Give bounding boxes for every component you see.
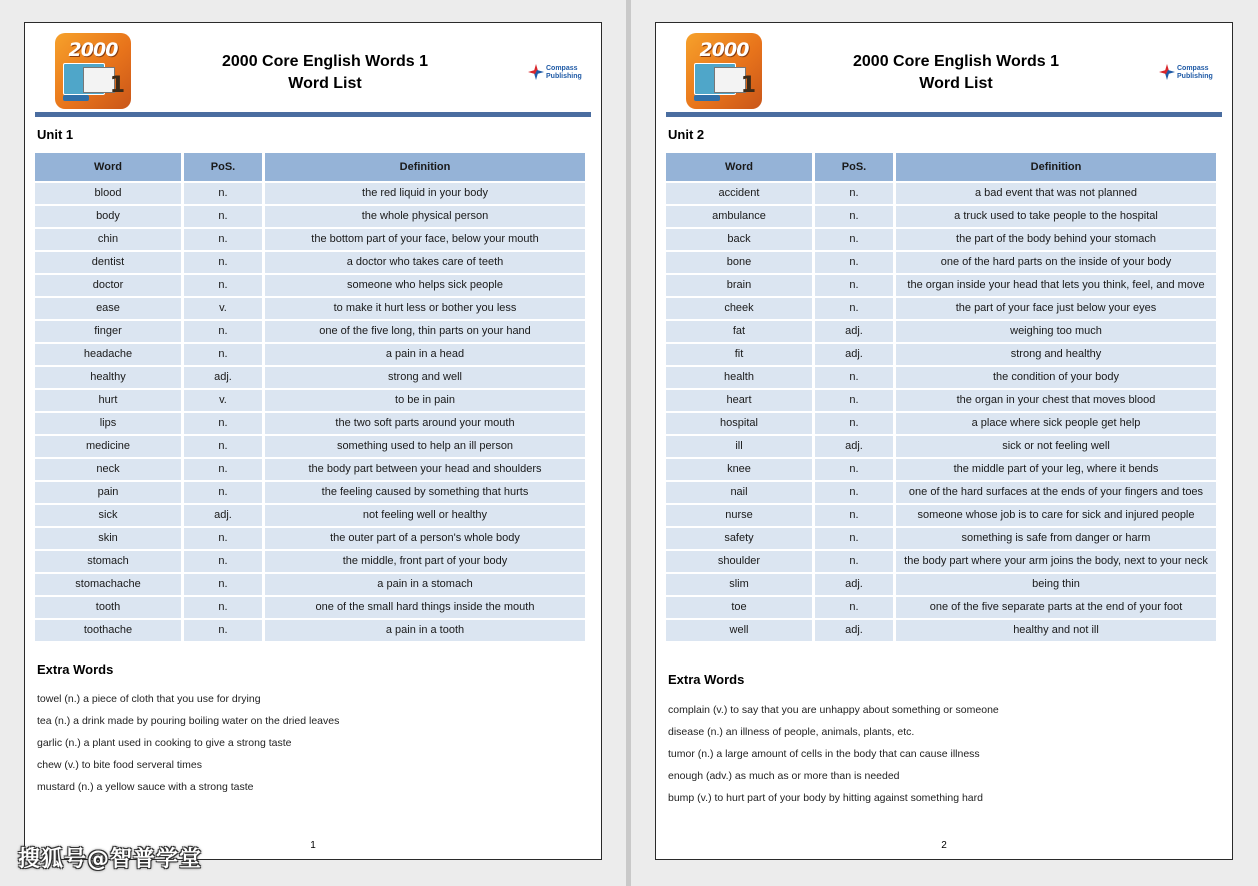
definition-cell: the part of your face just below your eyes <box>896 298 1216 319</box>
definition-cell: the feeling caused by something that hurts <box>265 482 585 503</box>
definition-cell: the body part between your head and shoulders <box>265 459 585 480</box>
extra-word-item: bump (v.) to hurt part of your body by hitting against something hard <box>668 792 983 804</box>
pos-cell: adj. <box>815 436 893 457</box>
pos-cell: n. <box>184 436 262 457</box>
extra-word-item: tea (n.) a drink made by pouring boiling water on the dried leaves <box>37 715 340 727</box>
word-cell: toothache <box>35 620 181 641</box>
column-header-pos: PoS. <box>815 153 893 181</box>
word-cell: doctor <box>35 275 181 296</box>
table-row <box>666 574 1216 595</box>
table-row <box>35 298 585 319</box>
pos-cell: n. <box>184 597 262 618</box>
extra-word-item: tumor (n.) a large amount of cells in the body that can cause illness <box>668 748 980 760</box>
definition-cell: one of the five long, thin parts on your hand <box>265 321 585 342</box>
pos-cell: n. <box>815 298 893 319</box>
table-row <box>666 597 1216 618</box>
pos-cell: v. <box>184 298 262 319</box>
table-row <box>666 183 1216 204</box>
pos-cell: n. <box>184 206 262 227</box>
definition-cell: to be in pain <box>265 390 585 411</box>
extra-word-item: garlic (n.) a plant used in cooking to give a strong taste <box>37 737 292 749</box>
table-row <box>35 505 585 526</box>
definition-cell: the body part where your arm joins the body, next to your neck <box>896 551 1216 572</box>
compass-icon <box>1158 63 1176 81</box>
table-row <box>35 528 585 549</box>
table-row <box>35 367 585 388</box>
table-row <box>666 252 1216 273</box>
pos-cell: n. <box>184 321 262 342</box>
unit-heading: Unit 1 <box>37 127 74 142</box>
definition-cell: strong and healthy <box>896 344 1216 365</box>
pos-cell: n. <box>184 413 262 434</box>
definition-cell: one of the hard surfaces at the ends of your fingers and toes <box>896 482 1216 503</box>
page-divider <box>626 0 631 886</box>
pos-cell: n. <box>184 275 262 296</box>
pos-cell: n. <box>184 229 262 250</box>
pos-cell: n. <box>184 551 262 572</box>
table-row <box>666 528 1216 549</box>
word-cell: medicine <box>35 436 181 457</box>
word-cell: body <box>35 206 181 227</box>
page-title <box>165 51 485 95</box>
extra-words-heading: Extra Words <box>668 672 745 687</box>
table-row <box>666 344 1216 365</box>
column-header-word: Word <box>666 153 812 181</box>
definition-cell: weighing too much <box>896 321 1216 342</box>
definition-cell: the red liquid in your body <box>265 183 585 204</box>
word-cell: healthy <box>35 367 181 388</box>
table-row <box>666 551 1216 572</box>
pos-cell: n. <box>815 505 893 526</box>
definition-cell: the outer part of a person's whole body <box>265 528 585 549</box>
table-row <box>35 574 585 595</box>
pos-cell: n. <box>815 482 893 503</box>
word-list-table <box>663 151 1219 643</box>
word-cell: knee <box>666 459 812 480</box>
pos-cell: n. <box>184 574 262 595</box>
extra-words-list <box>668 703 999 813</box>
pos-cell: n. <box>815 183 893 204</box>
pos-cell: n. <box>815 275 893 296</box>
definition-cell: a truck used to take people to the hospital <box>896 206 1216 227</box>
word-cell: brain <box>666 275 812 296</box>
table-row <box>666 229 1216 250</box>
word-cell: tooth <box>35 597 181 618</box>
page-title-line2: Word List <box>288 75 362 92</box>
document-page-2 <box>655 22 1233 860</box>
definition-cell: a doctor who takes care of teeth <box>265 252 585 273</box>
definition-cell: the two soft parts around your mouth <box>265 413 585 434</box>
publisher-logo: Compass Publishing <box>527 63 583 83</box>
definition-cell: the organ inside your head that lets you think, feel, and move <box>896 275 1216 296</box>
document-page-1 <box>24 22 602 860</box>
table-row <box>666 620 1216 641</box>
header-rule <box>666 112 1222 117</box>
word-cell: fit <box>666 344 812 365</box>
extra-word-item: complain (v.) to say that you are unhappy about something or someone <box>668 704 999 716</box>
table-row <box>35 413 585 434</box>
word-cell: slim <box>666 574 812 595</box>
table-row <box>666 482 1216 503</box>
table-row <box>666 367 1216 388</box>
definition-cell: a place where sick people get help <box>896 413 1216 434</box>
word-cell: shoulder <box>666 551 812 572</box>
pos-cell: n. <box>815 390 893 411</box>
word-cell: hurt <box>35 390 181 411</box>
page-title-line2: Word List <box>919 75 993 92</box>
word-cell: fat <box>666 321 812 342</box>
table-row <box>35 275 585 296</box>
table-row <box>666 321 1216 342</box>
word-cell: skin <box>35 528 181 549</box>
table-row <box>666 436 1216 457</box>
table-row <box>666 390 1216 411</box>
definition-cell: the middle part of your leg, where it bends <box>896 459 1216 480</box>
definition-cell: the condition of your body <box>896 367 1216 388</box>
table-row <box>35 436 585 457</box>
word-cell: toe <box>666 597 812 618</box>
pos-cell: n. <box>815 229 893 250</box>
word-cell: sick <box>35 505 181 526</box>
pos-cell: n. <box>815 367 893 388</box>
table-row <box>666 275 1216 296</box>
pos-cell: n. <box>815 252 893 273</box>
word-cell: pain <box>35 482 181 503</box>
pos-cell: adj. <box>815 620 893 641</box>
extra-words-heading: Extra Words <box>37 662 114 677</box>
column-header-definition: Definition <box>896 153 1216 181</box>
extra-word-item: mustard (n.) a yellow sauce with a strong taste <box>37 781 254 793</box>
pos-cell: n. <box>184 528 262 549</box>
word-cell: nurse <box>666 505 812 526</box>
pos-cell: n. <box>184 459 262 480</box>
pos-cell: adj. <box>184 505 262 526</box>
table-header-row <box>666 153 1216 181</box>
page-number: 1 <box>310 840 316 851</box>
pos-cell: n. <box>815 413 893 434</box>
page-title <box>796 51 1116 95</box>
word-cell: cheek <box>666 298 812 319</box>
table-row <box>35 459 585 480</box>
word-cell: dentist <box>35 252 181 273</box>
definition-cell: a pain in a stomach <box>265 574 585 595</box>
table-row <box>666 298 1216 319</box>
definition-cell: the middle, front part of your body <box>265 551 585 572</box>
definition-cell: one of the small hard things inside the mouth <box>265 597 585 618</box>
table-row <box>35 321 585 342</box>
definition-cell: not feeling well or healthy <box>265 505 585 526</box>
definition-cell: the bottom part of your face, below your mouth <box>265 229 585 250</box>
word-cell: nail <box>666 482 812 503</box>
word-list-table <box>32 151 588 643</box>
definition-cell: the organ in your chest that moves blood <box>896 390 1216 411</box>
word-cell: well <box>666 620 812 641</box>
word-cell: bone <box>666 252 812 273</box>
pos-cell: adj. <box>815 344 893 365</box>
compass-icon <box>527 63 545 81</box>
pos-cell: n. <box>184 344 262 365</box>
definition-cell: someone whose job is to care for sick and injured people <box>896 505 1216 526</box>
pos-cell: n. <box>815 459 893 480</box>
table-row <box>35 206 585 227</box>
word-cell: blood <box>35 183 181 204</box>
table-row <box>666 413 1216 434</box>
definition-cell: healthy and not ill <box>896 620 1216 641</box>
page-title-line1: 2000 Core English Words 1 <box>222 53 428 70</box>
table-row <box>35 482 585 503</box>
definition-cell: someone who helps sick people <box>265 275 585 296</box>
word-cell: ease <box>35 298 181 319</box>
word-cell: neck <box>35 459 181 480</box>
column-header-word: Word <box>35 153 181 181</box>
page-title-line1: 2000 Core English Words 1 <box>853 53 1059 70</box>
word-cell: heart <box>666 390 812 411</box>
definition-cell: a bad event that was not planned <box>896 183 1216 204</box>
word-cell: ill <box>666 436 812 457</box>
word-cell: health <box>666 367 812 388</box>
definition-cell: the part of the body behind your stomach <box>896 229 1216 250</box>
table-row <box>35 252 585 273</box>
table-row <box>35 620 585 641</box>
word-cell: chin <box>35 229 181 250</box>
definition-cell: a pain in a tooth <box>265 620 585 641</box>
table-row <box>35 344 585 365</box>
book-cover-logo: 2000 1 <box>55 33 131 109</box>
table-row <box>35 390 585 411</box>
publisher-logo: Compass Publishing <box>1158 63 1214 83</box>
table-row <box>666 459 1216 480</box>
word-cell: headache <box>35 344 181 365</box>
extra-word-item: towel (n.) a piece of cloth that you use for drying <box>37 693 261 705</box>
pos-cell: n. <box>184 482 262 503</box>
word-cell: back <box>666 229 812 250</box>
watermark: 搜狐号@智普学堂 <box>18 847 203 872</box>
pos-cell: n. <box>184 183 262 204</box>
page-number: 2 <box>941 840 947 851</box>
table-row <box>35 229 585 250</box>
table-row <box>35 597 585 618</box>
word-cell: safety <box>666 528 812 549</box>
pos-cell: n. <box>184 252 262 273</box>
definition-cell: a pain in a head <box>265 344 585 365</box>
word-cell: finger <box>35 321 181 342</box>
definition-cell: something is safe from danger or harm <box>896 528 1216 549</box>
word-cell: lips <box>35 413 181 434</box>
table-row <box>666 206 1216 227</box>
word-cell: ambulance <box>666 206 812 227</box>
definition-cell: something used to help an ill person <box>265 436 585 457</box>
extra-word-item: chew (v.) to bite food serveral times <box>37 759 202 771</box>
definition-cell: sick or not feeling well <box>896 436 1216 457</box>
pos-cell: adj. <box>815 321 893 342</box>
pos-cell: n. <box>815 597 893 618</box>
table-row <box>35 183 585 204</box>
definition-cell: to make it hurt less or bother you less <box>265 298 585 319</box>
table-header-row <box>35 153 585 181</box>
column-header-pos: PoS. <box>184 153 262 181</box>
pos-cell: n. <box>815 528 893 549</box>
word-cell: stomach <box>35 551 181 572</box>
definition-cell: being thin <box>896 574 1216 595</box>
table-row <box>35 551 585 572</box>
definition-cell: one of the five separate parts at the end of your foot <box>896 597 1216 618</box>
unit-heading: Unit 2 <box>668 127 705 142</box>
word-cell: stomachache <box>35 574 181 595</box>
definition-cell: strong and well <box>265 367 585 388</box>
word-cell: accident <box>666 183 812 204</box>
header-rule <box>35 112 591 117</box>
book-cover-logo: 2000 1 <box>686 33 762 109</box>
extra-words-list <box>37 692 339 802</box>
definition-cell: the whole physical person <box>265 206 585 227</box>
table-row <box>666 505 1216 526</box>
pos-cell: v. <box>184 390 262 411</box>
pos-cell: adj. <box>184 367 262 388</box>
column-header-definition: Definition <box>265 153 585 181</box>
pos-cell: adj. <box>815 574 893 595</box>
extra-word-item: disease (n.) an illness of people, animals, plants, etc. <box>668 726 915 738</box>
definition-cell: one of the hard parts on the inside of your body <box>896 252 1216 273</box>
word-cell: hospital <box>666 413 812 434</box>
extra-word-item: enough (adv.) as much as or more than is needed <box>668 770 900 782</box>
pos-cell: n. <box>815 206 893 227</box>
pos-cell: n. <box>184 620 262 641</box>
pos-cell: n. <box>815 551 893 572</box>
